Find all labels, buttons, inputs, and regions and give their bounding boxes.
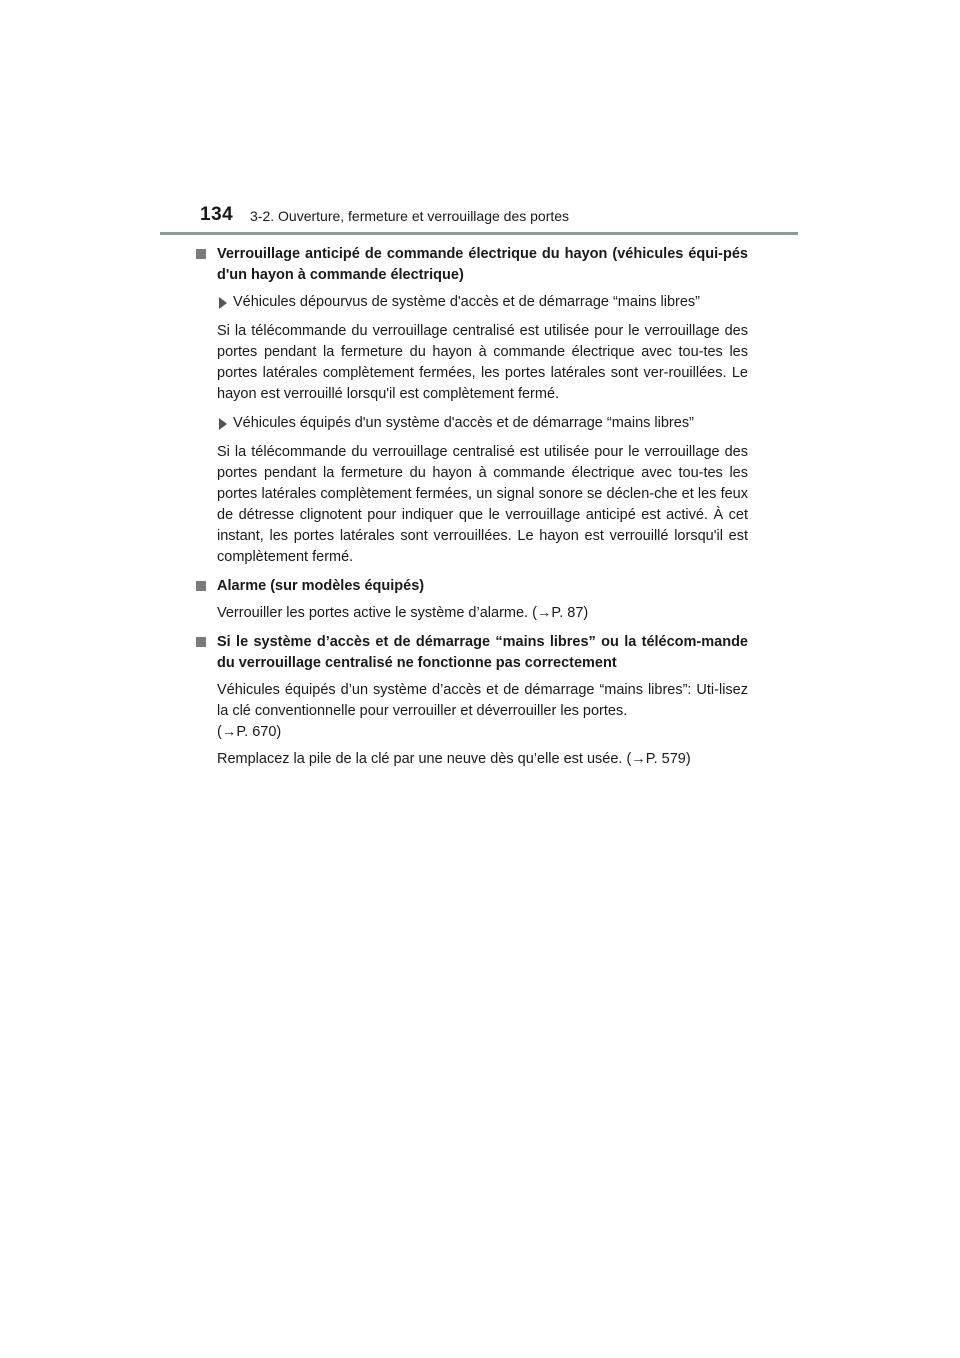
paragraph-replace-battery: Remplacez la pile de la clé par une neuve dès qu’elle est usée. (→P. 579) xyxy=(217,751,691,767)
section-heading-power-back-door-lock xyxy=(196,244,748,286)
subheading-text: Véhicules équipés d'un système d'accès et de démarrage “mains libres” xyxy=(233,415,694,431)
square-bullet-icon xyxy=(196,249,206,259)
section-heading-text: Verrouillage anticipé de commande électrique du hayon (véhicules équi-pés d'un hayon à commande électrique) xyxy=(217,246,748,283)
running-header: 3-2. Ouverture, fermeture et verrouillage des portes xyxy=(250,208,570,224)
section-heading-alarm xyxy=(196,576,748,597)
triangle-bullet-icon xyxy=(219,418,227,430)
paragraph-alarm: Verrouiller les portes active le système d’alarme. (→P. 87) xyxy=(217,605,589,621)
subheading-text: Véhicules dépourvus de système d'accès et de démarrage “mains libres” xyxy=(233,294,700,310)
page-number: 134 xyxy=(200,204,234,225)
triangle-bullet-icon xyxy=(219,297,227,309)
header-rule xyxy=(160,232,798,235)
paragraph-with-smart-entry: Si la télécommande du verrouillage centralisé est utilisée pour le verrouillage des portes pendant la fermeture du hayon à commande électrique avec tou-tes les portes latérales complètement fermées, un signal sonore se déclen-che et les feux de détresse clignotent pour indiquer que le verrouillage anticipé est activé. À cet instant, les portes latérales sont verrouillées. Le hayon est verrouillé lorsqu'il est complètement fermé. xyxy=(217,444,748,565)
section-heading-malfunction xyxy=(196,632,748,674)
paragraph-without-smart-entry: Si la télécommande du verrouillage centralisé est utilisée pour le verrouillage des portes pendant la fermeture du hayon à commande électrique avec tou-tes les portes latérales complètement fermées, les portes latérales sont ver-rouillées. Le hayon est verrouillé lorsqu'il est complètement fermé. xyxy=(217,323,748,402)
main-content xyxy=(196,244,748,776)
subheading-without-smart-entry xyxy=(217,292,748,313)
reference-conventional-key: (→P. 670) xyxy=(217,724,282,740)
square-bullet-icon xyxy=(196,637,206,647)
section-heading-text: Alarme (sur modèles équipés) xyxy=(217,578,425,594)
subheading-with-smart-entry xyxy=(217,413,748,434)
section-heading-text: Si le système d’accès et de démarrage “mains libres” ou la télécom-mande du verrouillage centralisé ne fonctionne pas correctement xyxy=(217,634,748,671)
paragraph-conventional-key: Véhicules équipés d’un système d’accès et de démarrage “mains libres”: Uti-lisez la clé conventionnelle pour verrouiller et déverrouiller les portes. xyxy=(217,682,748,719)
square-bullet-icon xyxy=(196,581,206,591)
